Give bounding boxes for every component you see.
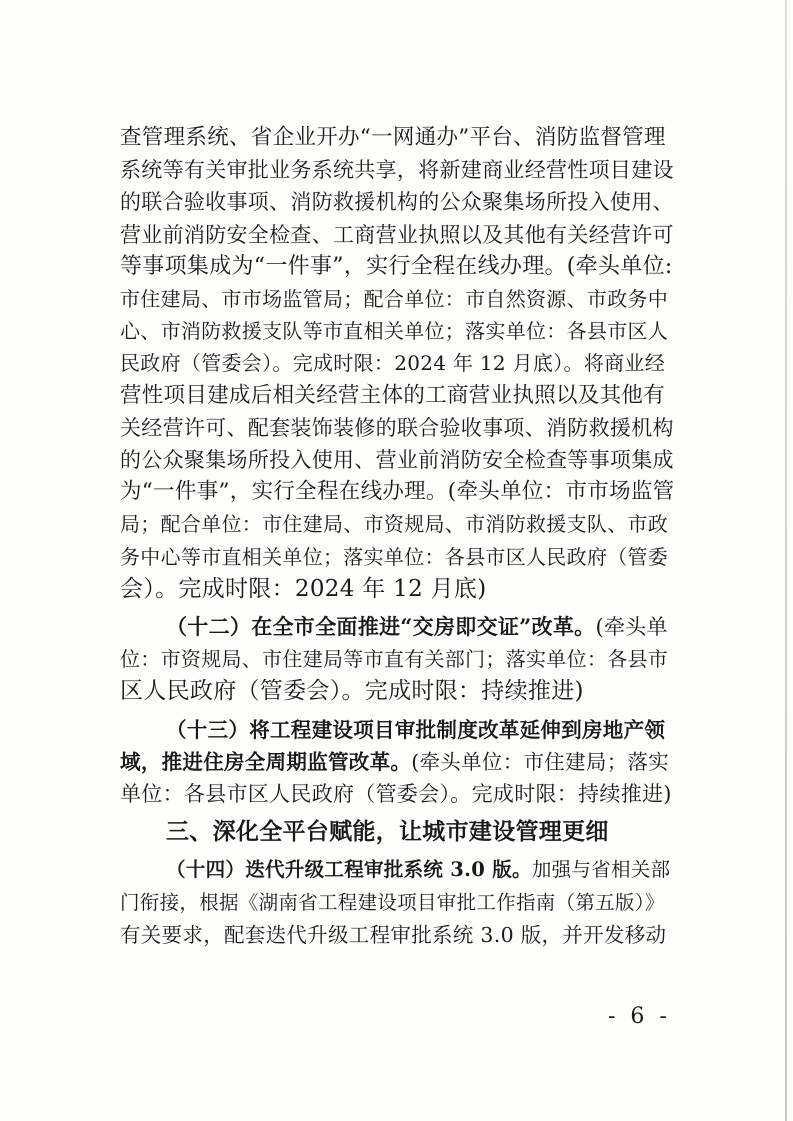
body-line: 务中心等市直相关单位；落实单位：各县市区人民政府（管委: [120, 544, 669, 569]
item-12-heading: [120, 611, 675, 643]
body-line: 的联合验收事项、消防救援机构的公众聚集场所投入使用、: [120, 190, 674, 215]
item-14-rest: 加强与省相关部: [531, 858, 671, 882]
item-12-rest: (牵头单: [595, 615, 668, 640]
body-line: 心、市消防救援支队等市直相关单位；落实单位：各县市区人: [120, 319, 669, 344]
body-line: 民政府（管委会）。完成时限：2024 年 12 月底）。将商业经: [120, 351, 666, 376]
item-12-lead: （十二）在全市全面推进“交房即交证”改革。: [166, 614, 596, 640]
body-line: 位：市资规局、市住建局等市直有关部门；落实单位：各县市: [120, 647, 669, 672]
body-line: 局；配合单位：市住建局、市资规局、市消防救援支队、市政: [120, 512, 669, 537]
body-line: 关经营许可、配套装饰装修的联合验收事项、消防救援机构: [120, 415, 674, 440]
body-line: 的公众聚集场所投入使用、营业前消防安全检查等事项集成: [120, 448, 674, 473]
body-line: 单位：各县市区人民政府（管委会）。完成时限：持续推进): [120, 782, 672, 807]
body-line: 等事项集成为“一件事”，实行全程在线办理。(牵头单位:: [120, 253, 673, 279]
body-line: 营业前消防安全检查、工商营业执照以及其他有关经营许可: [120, 222, 674, 247]
item-14-heading: [120, 854, 675, 886]
item-13-rest: (牵头单位：市住建局；落实: [411, 749, 670, 774]
body-line: 有关要求，配套迭代升级工程审批系统 3.0 版，并开发移动: [120, 922, 667, 947]
body-line: 区人民政府（管委会）。完成时限：持续推进): [120, 678, 584, 705]
item-13-heading: （十三）将工程建设项目审批制度改革延伸到房地产领: [166, 717, 666, 742]
body-line: 市住建局、市市场监管局；配合单位：市自然资源、市政务中: [120, 287, 669, 312]
item-13-bold: 域，推进住房全周期监管改革。: [120, 749, 412, 774]
body-line: 查管理系统、省企业开办“一网通办”平台、消防监督管理: [120, 125, 666, 150]
item-14-lead: （十四）迭代升级工程审批系统 3.0 版。: [166, 858, 532, 882]
item-13-line: [120, 746, 675, 778]
body-line: 系统等有关审批业务系统共享，将新建商业经营性项目建设: [120, 158, 674, 183]
section-3-heading: 三、深化全平台赋能，让城市建设管理更细: [166, 819, 609, 846]
document-body: [120, 122, 675, 951]
page-number: - 6 -: [608, 1004, 671, 1029]
body-line: 营性项目建成后相关经营主体的工商营业执照以及其他有: [120, 382, 666, 408]
body-line: 会）。完成时限：2024 年 12 月底): [120, 575, 487, 602]
body-line: 为“一件事”，实行全程在线办理。(牵头单位：市市场监管: [120, 479, 675, 505]
body-line: 门衔接，根据《湖南省工程建设项目审批工作指南（第五版）》: [120, 890, 665, 914]
